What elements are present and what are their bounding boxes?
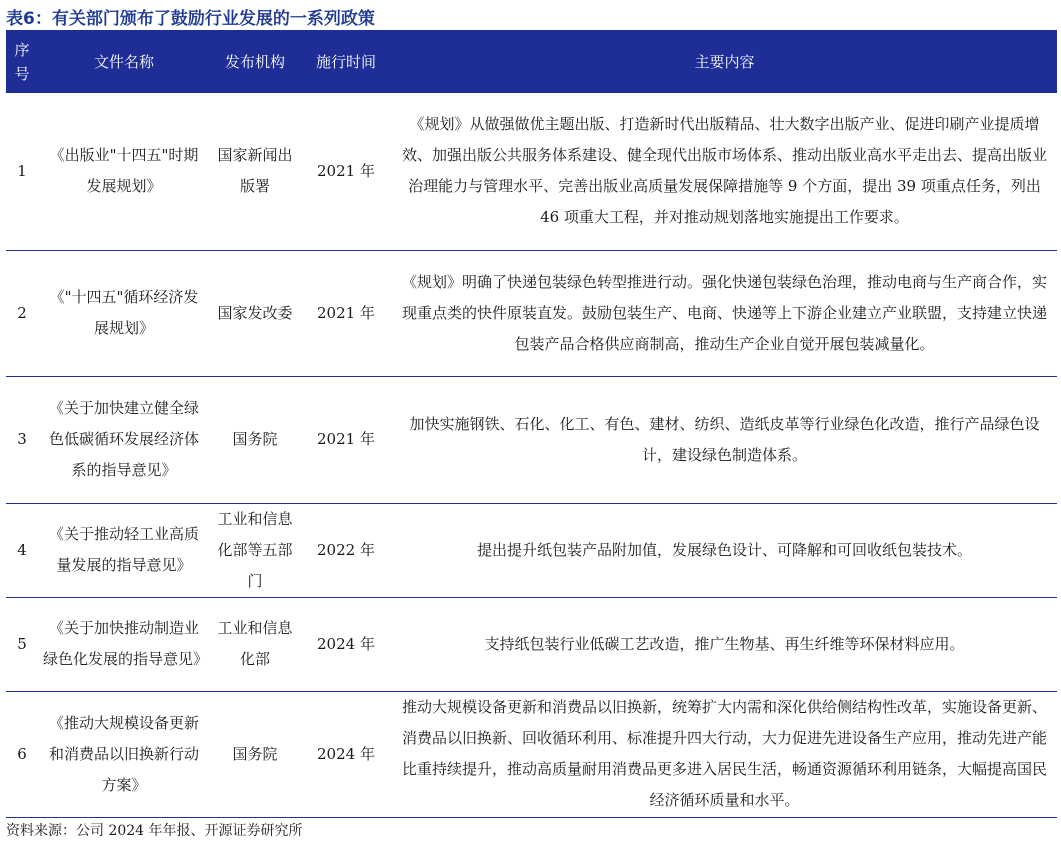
cell-no: 5	[6, 597, 38, 691]
policy-table	[6, 30, 1057, 818]
table-row	[6, 691, 1057, 817]
table-row	[6, 250, 1057, 376]
cell-content: 《规划》从做强做优主题出版、打造新时代出版精品、壮大数字出版产业、促进印刷产业提质增效、加强出版公共服务体系建设、健全现代出版市场体系、推动出版业高水平走出去、提高出版业治理能力与管理水平、完善出版业高质量发展保障措施等 9 个方面，提出 39 项重点任务，列出 46 项重大工程，并对推动规划落地实施提出工作要求。	[392, 93, 1057, 250]
cell-content: 支持纸包装行业低碳工艺改造，推广生物基、再生纤维等环保材料应用。	[392, 597, 1057, 691]
header-time: 施行时间	[300, 30, 392, 93]
cell-time: 2022 年	[300, 503, 392, 597]
table-title: 表6：有关部门颁布了鼓励行业发展的一系列政策	[6, 9, 375, 29]
cell-doc: 《"十四五"循环经济发展规划》	[38, 250, 210, 376]
cell-no: 2	[6, 250, 38, 376]
cell-agency: 国家发改委	[210, 250, 300, 376]
cell-time: 2021 年	[300, 250, 392, 376]
table-row	[6, 93, 1057, 250]
header-no: 序 号	[6, 30, 38, 93]
table-row	[6, 503, 1057, 597]
cell-doc: 《关于推动轻工业高质量发展的指导意见》	[38, 503, 210, 597]
cell-doc: 《关于加快建立健全绿色低碳循环发展经济体系的指导意见》	[38, 376, 210, 503]
header-agency: 发布机构	[210, 30, 300, 93]
cell-no: 1	[6, 93, 38, 250]
cell-doc: 《出版业"十四五"时期发展规划》	[38, 93, 210, 250]
table-row	[6, 376, 1057, 503]
cell-time: 2021 年	[300, 93, 392, 250]
cell-doc: 《推动大规模设备更新和消费品以旧换新行动方案》	[38, 691, 210, 817]
cell-no: 4	[6, 503, 38, 597]
cell-content: 《规划》明确了快递包装绿色转型推进行动。强化快递包装绿色治理，推动电商与生产商合作，实现重点类的快件原装直发。鼓励包装生产、电商、快递等上下游企业建立产业联盟，支持建立快递包装产品合格供应商制高，推动生产企业自觉开展包装减量化。	[392, 250, 1057, 376]
cell-content: 提出提升纸包装产品附加值，发展绿色设计、可降解和可回收纸包装技术。	[392, 503, 1057, 597]
cell-content: 加快实施钢铁、石化、化工、有色、建材、纺织、造纸皮革等行业绿色化改造，推行产品绿色设计，建设绿色制造体系。	[392, 376, 1057, 503]
cell-agency: 国务院	[210, 691, 300, 817]
cell-no: 6	[6, 691, 38, 817]
cell-content: 推动大规模设备更新和消费品以旧换新，统筹扩大内需和深化供给侧结构性改革，实施设备更新、消费品以旧换新、回收循环利用、标准提升四大行动，大力促进先进设备生产应用，推动先进产能比重持续提升，推动高质量耐用消费品更多进入居民生活，畅通资源循环利用链条，大幅提高国民经济循环质量和水平。	[392, 691, 1057, 817]
cell-agency: 工业和信息化部等五部门	[210, 503, 300, 597]
table-header-row	[6, 30, 1057, 93]
cell-doc: 《关于加快推动制造业绿色化发展的指导意见》	[38, 597, 210, 691]
header-content: 主要内容	[392, 30, 1057, 93]
cell-time: 2024 年	[300, 691, 392, 817]
source-note: 资料来源：公司 2024 年年报、开源证券研究所	[6, 823, 303, 839]
header-doc: 文件名称	[38, 30, 210, 93]
cell-agency: 工业和信息化部	[210, 597, 300, 691]
cell-time: 2024 年	[300, 597, 392, 691]
cell-agency: 国家新闻出版署	[210, 93, 300, 250]
cell-time: 2021 年	[300, 376, 392, 503]
cell-agency: 国务院	[210, 376, 300, 503]
cell-no: 3	[6, 376, 38, 503]
table-row	[6, 597, 1057, 691]
